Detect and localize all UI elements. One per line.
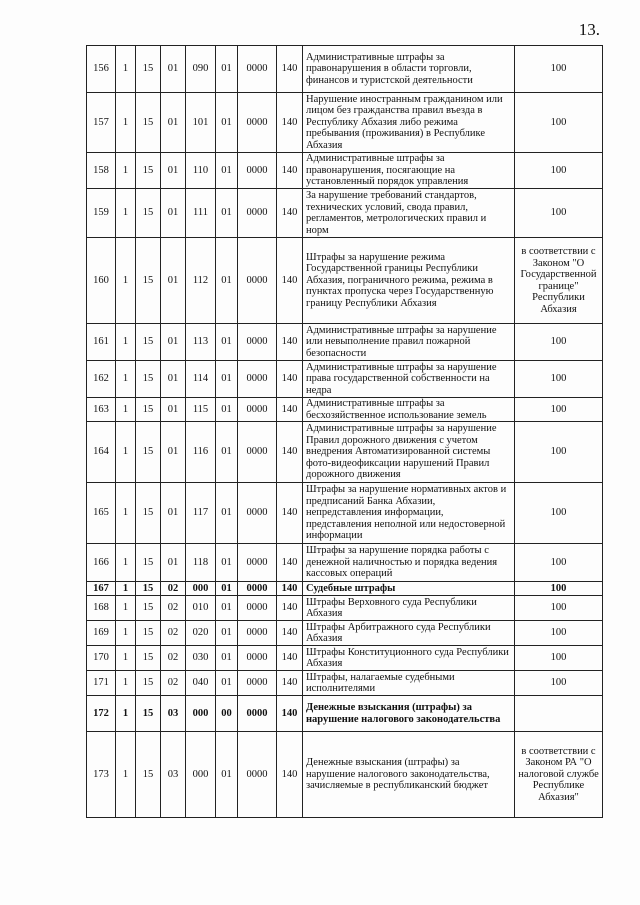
code-cell-3: 01 — [161, 46, 186, 93]
code-cell-2: 15 — [136, 238, 161, 324]
code-cell-2: 15 — [136, 361, 161, 398]
table-row — [87, 93, 603, 153]
code-cell-2: 15 — [136, 422, 161, 483]
code-cell-4: 115 — [186, 398, 216, 422]
row-number-cell: 167 — [87, 582, 116, 596]
code-cell-5: 01 — [216, 671, 238, 696]
code-cell-5: 01 — [216, 621, 238, 646]
row-number-cell: 160 — [87, 238, 116, 324]
table-row — [87, 46, 603, 93]
code-cell-2: 15 — [136, 671, 161, 696]
table-row — [87, 671, 603, 696]
code-cell-4: 110 — [186, 153, 216, 189]
code-cell-6: 0000 — [238, 46, 277, 93]
description-cell: Административные штрафы за правонарушения, посягающие на установленный порядок управления — [303, 153, 515, 189]
table-row — [87, 361, 603, 398]
row-number-cell: 170 — [87, 646, 116, 671]
code-cell-5: 01 — [216, 46, 238, 93]
code-cell-1: 1 — [116, 671, 136, 696]
code-cell-5: 01 — [216, 422, 238, 483]
code-cell-3: 01 — [161, 153, 186, 189]
code-cell-2: 15 — [136, 544, 161, 582]
code-cell-2: 15 — [136, 582, 161, 596]
description-cell: Штрафы за нарушение порядка работы с денежной наличностью и порядка ведения кассовых операций — [303, 544, 515, 582]
description-cell: Административные штрафы за правонарушения в области торговли, финансов и туристской деятельности — [303, 46, 515, 93]
code-cell-2: 15 — [136, 621, 161, 646]
code-cell-1: 1 — [116, 189, 136, 238]
code-cell-7: 140 — [277, 153, 303, 189]
amount-cell: 100 — [515, 621, 603, 646]
table-row — [87, 422, 603, 483]
code-cell-3: 01 — [161, 544, 186, 582]
code-cell-6: 0000 — [238, 621, 277, 646]
table-row — [87, 398, 603, 422]
code-cell-1: 1 — [116, 544, 136, 582]
code-cell-6: 0000 — [238, 93, 277, 153]
amount-cell: в соответствии с Законом "О Государственной границе" Республики Абхазия — [515, 238, 603, 324]
code-cell-1: 1 — [116, 238, 136, 324]
code-cell-2: 15 — [136, 732, 161, 818]
code-cell-3: 01 — [161, 324, 186, 361]
code-cell-6: 0000 — [238, 422, 277, 483]
amount-cell: 100 — [515, 646, 603, 671]
row-number-cell: 172 — [87, 696, 116, 732]
row-number-cell: 156 — [87, 46, 116, 93]
code-cell-4: 020 — [186, 621, 216, 646]
code-cell-3: 01 — [161, 398, 186, 422]
code-cell-7: 140 — [277, 422, 303, 483]
amount-cell: 100 — [515, 93, 603, 153]
amount-cell: 100 — [515, 46, 603, 93]
code-cell-5: 00 — [216, 696, 238, 732]
code-cell-1: 1 — [116, 483, 136, 544]
row-number-cell: 171 — [87, 671, 116, 696]
code-cell-1: 1 — [116, 46, 136, 93]
row-number-cell: 173 — [87, 732, 116, 818]
code-cell-6: 0000 — [238, 398, 277, 422]
code-cell-4: 000 — [186, 732, 216, 818]
description-cell: Судебные штрафы — [303, 582, 515, 596]
code-cell-6: 0000 — [238, 671, 277, 696]
code-cell-6: 0000 — [238, 544, 277, 582]
code-cell-5: 01 — [216, 238, 238, 324]
row-number-cell: 162 — [87, 361, 116, 398]
amount-cell: 100 — [515, 153, 603, 189]
code-cell-5: 01 — [216, 596, 238, 621]
code-cell-2: 15 — [136, 696, 161, 732]
code-cell-6: 0000 — [238, 153, 277, 189]
description-cell: Штрафы за нарушение нормативных актов и предписаний Банка Абхазии, непредставления информации, представления неполной или недостоверной информации — [303, 483, 515, 544]
description-cell: Нарушение иностранным гражданином или лицом без гражданства правил въезда в Республику Абхазия либо режима пребывания (проживания) в Республике Абхазия — [303, 93, 515, 153]
code-cell-3: 02 — [161, 646, 186, 671]
code-cell-4: 010 — [186, 596, 216, 621]
code-cell-1: 1 — [116, 732, 136, 818]
table-row — [87, 238, 603, 324]
table-row — [87, 582, 603, 596]
code-cell-7: 140 — [277, 544, 303, 582]
table-body — [87, 46, 603, 818]
code-cell-1: 1 — [116, 398, 136, 422]
code-cell-7: 140 — [277, 361, 303, 398]
code-cell-7: 140 — [277, 46, 303, 93]
code-cell-3: 01 — [161, 238, 186, 324]
code-cell-7: 140 — [277, 696, 303, 732]
code-cell-2: 15 — [136, 596, 161, 621]
code-cell-7: 140 — [277, 671, 303, 696]
code-cell-4: 112 — [186, 238, 216, 324]
row-number-cell: 168 — [87, 596, 116, 621]
code-cell-3: 01 — [161, 361, 186, 398]
budget-classification-table — [86, 45, 603, 818]
code-cell-1: 1 — [116, 361, 136, 398]
code-cell-7: 140 — [277, 398, 303, 422]
description-cell: За нарушение требований стандартов, технических условий, свода правил, регламентов, метрологических правил и норм — [303, 189, 515, 238]
code-cell-5: 01 — [216, 324, 238, 361]
code-cell-3: 01 — [161, 189, 186, 238]
code-cell-7: 140 — [277, 93, 303, 153]
code-cell-7: 140 — [277, 189, 303, 238]
description-cell: Административные штрафы за нарушение права государственной собственности на недра — [303, 361, 515, 398]
code-cell-6: 0000 — [238, 646, 277, 671]
description-cell: Штрафы, налагаемые судебными исполнителями — [303, 671, 515, 696]
code-cell-3: 02 — [161, 582, 186, 596]
code-cell-5: 01 — [216, 544, 238, 582]
table-row — [87, 596, 603, 621]
row-number-cell: 165 — [87, 483, 116, 544]
description-cell: Административные штрафы за нарушение или невыполнение правил пожарной безопасности — [303, 324, 515, 361]
table-row — [87, 621, 603, 646]
code-cell-5: 01 — [216, 153, 238, 189]
code-cell-5: 01 — [216, 189, 238, 238]
code-cell-4: 118 — [186, 544, 216, 582]
table-row — [87, 153, 603, 189]
code-cell-6: 0000 — [238, 696, 277, 732]
code-cell-4: 030 — [186, 646, 216, 671]
code-cell-4: 000 — [186, 582, 216, 596]
code-cell-3: 01 — [161, 483, 186, 544]
row-number-cell: 163 — [87, 398, 116, 422]
code-cell-7: 140 — [277, 324, 303, 361]
table-row — [87, 483, 603, 544]
amount-cell: 100 — [515, 582, 603, 596]
code-cell-4: 117 — [186, 483, 216, 544]
code-cell-4: 000 — [186, 696, 216, 732]
code-cell-5: 01 — [216, 483, 238, 544]
code-cell-7: 140 — [277, 238, 303, 324]
amount-cell: 100 — [515, 324, 603, 361]
code-cell-2: 15 — [136, 93, 161, 153]
code-cell-5: 01 — [216, 646, 238, 671]
code-cell-6: 0000 — [238, 361, 277, 398]
code-cell-7: 140 — [277, 582, 303, 596]
description-cell: Денежные взыскания (штрафы) за нарушение налогового законодательства — [303, 696, 515, 732]
code-cell-2: 15 — [136, 398, 161, 422]
code-cell-1: 1 — [116, 93, 136, 153]
code-cell-4: 116 — [186, 422, 216, 483]
code-cell-5: 01 — [216, 361, 238, 398]
amount-cell: 100 — [515, 544, 603, 582]
description-cell: Штрафы Верховного суда Республики Абхазия — [303, 596, 515, 621]
code-cell-7: 140 — [277, 646, 303, 671]
description-cell: Штрафы Конституционного суда Республики Абхазия — [303, 646, 515, 671]
amount-cell: 100 — [515, 483, 603, 544]
code-cell-3: 02 — [161, 621, 186, 646]
code-cell-1: 1 — [116, 596, 136, 621]
description-cell: Административные штрафы за нарушение Правил дорожного движения с учетом внедрения Автоматизированной системы фото-видеофиксации нарушений Правил дорожного движения — [303, 422, 515, 483]
amount-cell: в соответствии с Законом РА "О налоговой службе Республике Абхазия" — [515, 732, 603, 818]
table-row — [87, 544, 603, 582]
code-cell-3: 01 — [161, 93, 186, 153]
code-cell-4: 101 — [186, 93, 216, 153]
code-cell-4: 113 — [186, 324, 216, 361]
code-cell-2: 15 — [136, 189, 161, 238]
table-row — [87, 732, 603, 818]
code-cell-7: 140 — [277, 621, 303, 646]
code-cell-2: 15 — [136, 46, 161, 93]
amount-cell: 100 — [515, 422, 603, 483]
code-cell-6: 0000 — [238, 189, 277, 238]
amount-cell: 100 — [515, 596, 603, 621]
row-number-cell: 159 — [87, 189, 116, 238]
row-number-cell: 164 — [87, 422, 116, 483]
code-cell-3: 02 — [161, 596, 186, 621]
code-cell-3: 03 — [161, 696, 186, 732]
code-cell-1: 1 — [116, 621, 136, 646]
code-cell-4: 111 — [186, 189, 216, 238]
code-cell-2: 15 — [136, 324, 161, 361]
code-cell-4: 040 — [186, 671, 216, 696]
code-cell-4: 090 — [186, 46, 216, 93]
table-row — [87, 189, 603, 238]
code-cell-2: 15 — [136, 646, 161, 671]
table-row — [87, 324, 603, 361]
code-cell-1: 1 — [116, 646, 136, 671]
code-cell-7: 140 — [277, 732, 303, 818]
page-number: 13. — [578, 20, 600, 39]
code-cell-6: 0000 — [238, 732, 277, 818]
amount-cell: 100 — [515, 361, 603, 398]
code-cell-3: 01 — [161, 422, 186, 483]
amount-cell: 100 — [515, 398, 603, 422]
code-cell-3: 02 — [161, 671, 186, 696]
row-number-cell: 157 — [87, 93, 116, 153]
description-cell: Денежные взыскания (штрафы) за нарушение налогового законодательства, зачисляемые в республиканский бюджет — [303, 732, 515, 818]
code-cell-6: 0000 — [238, 483, 277, 544]
amount-cell: 100 — [515, 671, 603, 696]
code-cell-5: 01 — [216, 582, 238, 596]
code-cell-1: 1 — [116, 153, 136, 189]
code-cell-1: 1 — [116, 582, 136, 596]
code-cell-1: 1 — [116, 324, 136, 361]
table-row — [87, 696, 603, 732]
code-cell-7: 140 — [277, 483, 303, 544]
row-number-cell: 166 — [87, 544, 116, 582]
row-number-cell: 161 — [87, 324, 116, 361]
amount-cell — [515, 696, 603, 732]
row-number-cell: 158 — [87, 153, 116, 189]
code-cell-6: 0000 — [238, 238, 277, 324]
code-cell-1: 1 — [116, 422, 136, 483]
code-cell-6: 0000 — [238, 596, 277, 621]
code-cell-2: 15 — [136, 153, 161, 189]
code-cell-6: 0000 — [238, 582, 277, 596]
table-row — [87, 646, 603, 671]
description-cell: Штрафы Арбитражного суда Республики Абхазия — [303, 621, 515, 646]
code-cell-3: 03 — [161, 732, 186, 818]
code-cell-5: 01 — [216, 732, 238, 818]
description-cell: Штрафы за нарушение режима Государственной границы Республики Абхазия, пограничного режима, режима в пунктах пропуска через Государственную границу Республики Абхазия — [303, 238, 515, 324]
code-cell-7: 140 — [277, 596, 303, 621]
row-number-cell: 169 — [87, 621, 116, 646]
amount-cell: 100 — [515, 189, 603, 238]
code-cell-6: 0000 — [238, 324, 277, 361]
code-cell-5: 01 — [216, 93, 238, 153]
code-cell-5: 01 — [216, 398, 238, 422]
code-cell-4: 114 — [186, 361, 216, 398]
code-cell-1: 1 — [116, 696, 136, 732]
code-cell-2: 15 — [136, 483, 161, 544]
description-cell: Административные штрафы за бесхозяйственное использование земель — [303, 398, 515, 422]
